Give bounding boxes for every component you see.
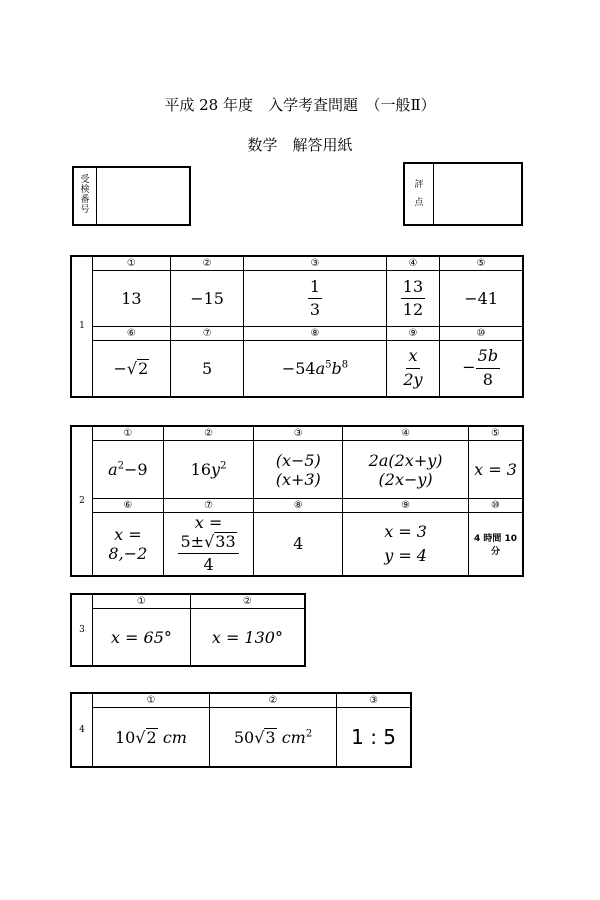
question-header: ① [93, 256, 171, 271]
fraction [476, 347, 500, 389]
coefficient: 10 [114, 727, 136, 747]
sign: − [113, 358, 127, 378]
answer-value: x = 130° [211, 627, 283, 647]
answer-cell [93, 441, 164, 499]
exponent: 5 [325, 359, 332, 371]
answer-value: 1 : 5 [351, 725, 397, 749]
answer-cell [343, 441, 469, 499]
variable: y [211, 460, 221, 479]
question-header: ⑨ [386, 327, 440, 341]
variable: a [108, 460, 118, 479]
question-header: ③ [254, 426, 343, 441]
answer-value: −15 [190, 289, 224, 308]
numerator: x [406, 347, 419, 368]
question-header: ⑥ [93, 327, 171, 341]
answer-cell [469, 441, 523, 499]
answer-cell [337, 708, 411, 768]
section-3-table [70, 593, 306, 667]
question-header: ⑧ [254, 499, 343, 513]
answer-value: x = 3 [474, 460, 517, 479]
section-number: 1 [71, 256, 93, 397]
question-header: ⑧ [244, 327, 386, 341]
coefficient: −54 [281, 358, 316, 378]
sqrt-symbol: √ [204, 532, 215, 551]
answer-value: −9 [124, 460, 148, 479]
radicand: 2 [138, 358, 149, 378]
section-number: 2 [71, 426, 93, 576]
section-4-table [70, 692, 412, 768]
answer-line: y = 4 [384, 545, 427, 565]
question-header: ⑤ [469, 426, 523, 441]
question-header: ① [93, 426, 164, 441]
answer-value: 13 [121, 289, 142, 308]
question-header: ③ [337, 693, 411, 708]
sqrt-symbol: √ [126, 358, 138, 378]
score-label: 評点 [414, 180, 424, 208]
exam-number-box [72, 166, 191, 226]
answer-value: (x−5)(x+3) [275, 450, 321, 489]
question-header: ② [170, 256, 244, 271]
unit: cm [281, 727, 306, 747]
denominator: 8 [482, 369, 493, 389]
answer-cell [209, 708, 336, 768]
exponent: 8 [341, 359, 349, 371]
answer-cell [93, 271, 171, 327]
section-number: 3 [71, 594, 93, 666]
question-header: ② [163, 426, 254, 441]
answer-cell [469, 513, 523, 576]
section-number: 4 [71, 693, 93, 767]
question-header: ⑩ [469, 499, 523, 513]
sqrt-symbol: √ [254, 727, 265, 747]
exam-number-field[interactable] [97, 168, 189, 224]
unit: cm [162, 727, 187, 747]
coefficient: 50 [233, 727, 255, 747]
score-field[interactable] [434, 164, 521, 224]
question-header: ④ [343, 426, 469, 441]
question-header: ① [93, 693, 210, 708]
answer-cell [93, 609, 191, 667]
numerator-prefix: 5± [180, 532, 205, 551]
answer-value: x = 65° [110, 627, 172, 647]
coefficient: 16 [190, 460, 212, 479]
answer-cell [93, 341, 171, 397]
variable: b [331, 358, 342, 378]
question-header: ⑦ [170, 327, 244, 341]
exam-number-label: 受検番号 [80, 175, 90, 215]
answer-value: 4 [293, 534, 304, 554]
denominator: 2y [403, 369, 423, 389]
answer-value: x = 8,−2 [108, 524, 148, 563]
answer-line: x = 3 [384, 521, 427, 541]
fraction [401, 278, 425, 320]
answer-cell [254, 513, 343, 576]
exam-number-label-cell [74, 168, 97, 224]
exponent: 2 [305, 728, 313, 740]
answer-cell [244, 271, 386, 327]
answer-cell [440, 341, 523, 397]
answer-value: 4 時間 10 分 [474, 533, 518, 557]
variable: a [315, 358, 326, 378]
answer-cell [93, 513, 164, 576]
question-header: ③ [244, 256, 386, 271]
numerator [178, 532, 238, 554]
answer-value: 5 [201, 358, 213, 378]
numerator: 5b [476, 347, 500, 368]
answer-cell [170, 271, 244, 327]
answer-value: 2a(2x+y)(2x−y) [368, 450, 443, 489]
numerator: 13 [401, 278, 425, 299]
answer-cell [190, 609, 305, 667]
numerator: 1 [308, 278, 322, 299]
lhs: x = [194, 513, 223, 532]
fraction [401, 347, 424, 389]
fraction [308, 278, 322, 320]
sign: − [462, 357, 476, 377]
answer-cell [440, 271, 523, 327]
section-2-table [70, 425, 524, 577]
denominator: 3 [309, 300, 321, 319]
question-header: ② [209, 693, 336, 708]
question-header: ② [190, 594, 305, 609]
question-header: ① [93, 594, 191, 609]
question-header: ⑩ [440, 327, 523, 341]
denominator: 4 [203, 555, 214, 575]
section-1-table [70, 255, 524, 398]
radicand: 33 [215, 532, 236, 551]
denominator: 12 [402, 300, 424, 319]
question-header: ⑦ [163, 499, 254, 513]
answer-cell [386, 341, 440, 397]
answer-cell [93, 708, 210, 768]
exponent: 2 [220, 460, 227, 472]
page-title: 平成 28 年度 入学考査問題 （一般Ⅱ） [164, 96, 436, 114]
score-label-cell [405, 164, 434, 224]
question-header: ⑤ [440, 256, 523, 271]
page-subtitle: 数学 解答用紙 [247, 136, 353, 154]
question-header: ⑨ [343, 499, 469, 513]
answer-cell [343, 513, 469, 576]
answer-cell [254, 441, 343, 499]
exponent: 2 [117, 460, 124, 472]
answer-cell [386, 271, 440, 327]
answer-cell [163, 513, 254, 576]
question-header: ④ [386, 256, 440, 271]
radicand: 2 [146, 727, 157, 747]
fraction [178, 532, 238, 575]
answer-value: −41 [464, 289, 499, 308]
score-box [403, 162, 523, 226]
answer-cell [170, 341, 244, 397]
answer-cell [163, 441, 254, 499]
sqrt-symbol: √ [135, 727, 146, 747]
question-header: ⑥ [93, 499, 164, 513]
answer-cell [244, 341, 386, 397]
radicand: 3 [265, 727, 276, 747]
